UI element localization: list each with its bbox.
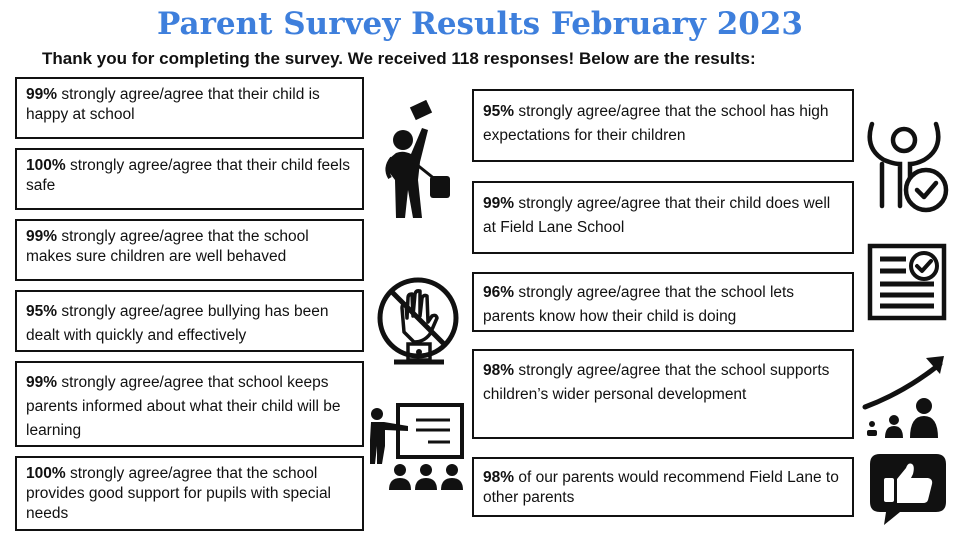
result-percentage: 96% xyxy=(483,284,515,301)
result-card-safe xyxy=(15,148,364,210)
survey-intro: Thank you for completing the survey. We received 118 responses! Below are the results: xyxy=(42,49,756,68)
result-text: strongly agree/agree that the school supports children’s wider personal development xyxy=(483,362,830,404)
result-text: strongly agree/agree that school keeps parents informed about what their child will be learning xyxy=(26,374,341,440)
checklist-document-icon xyxy=(866,243,951,323)
page-title: Parent Survey Results February 2023 xyxy=(157,6,803,42)
result-percentage: 99% xyxy=(26,86,58,103)
result-card-recommend xyxy=(472,457,854,517)
teacher-classroom-icon xyxy=(368,400,468,495)
result-percentage: 99% xyxy=(483,195,515,212)
result-card-does-well xyxy=(472,181,854,254)
result-percentage: 99% xyxy=(26,228,58,245)
thumbs-up-speech-icon xyxy=(870,452,950,527)
result-text: strongly agree/agree that their child does well at Field Lane School xyxy=(483,195,831,237)
result-percentage: 100% xyxy=(26,157,66,174)
result-text: strongly agree/agree that their child is happy at school xyxy=(26,86,320,124)
result-text: strongly agree/agree that the school has high expectations for their children xyxy=(483,103,829,145)
happy-child-check-icon xyxy=(860,118,955,218)
result-percentage: 95% xyxy=(483,103,515,120)
result-percentage: 100% xyxy=(26,465,66,482)
result-card-bullying xyxy=(15,290,364,352)
result-card-behaviour xyxy=(15,219,364,281)
result-card-learning-info xyxy=(15,361,364,447)
result-percentage: 98% xyxy=(483,469,515,486)
result-card-special-needs xyxy=(15,456,364,531)
result-text: of our parents would recommend Field Lane to other parents xyxy=(483,469,839,507)
result-text: strongly agree/agree bullying has been dealt with quickly and effectively xyxy=(26,303,329,345)
result-card-expectations xyxy=(472,89,854,162)
stop-bullying-hand-icon xyxy=(374,274,464,374)
result-percentage: 99% xyxy=(26,374,58,391)
result-card-progress-info xyxy=(472,272,854,332)
result-card-happy xyxy=(15,77,364,139)
result-percentage: 98% xyxy=(483,362,515,379)
result-text: strongly agree/agree that their child feels safe xyxy=(26,157,350,195)
result-text: strongly agree/agree that the school provides good support for pupils with special needs xyxy=(26,465,332,523)
result-text: strongly agree/agree that the school lets parents know how their child is doing xyxy=(483,284,795,326)
graduate-student-icon xyxy=(378,100,468,225)
growth-arrow-people-icon xyxy=(860,352,952,440)
result-card-personal-development xyxy=(472,349,854,439)
result-text: strongly agree/agree that the school makes sure children are well behaved xyxy=(26,228,309,266)
result-percentage: 95% xyxy=(26,303,58,320)
